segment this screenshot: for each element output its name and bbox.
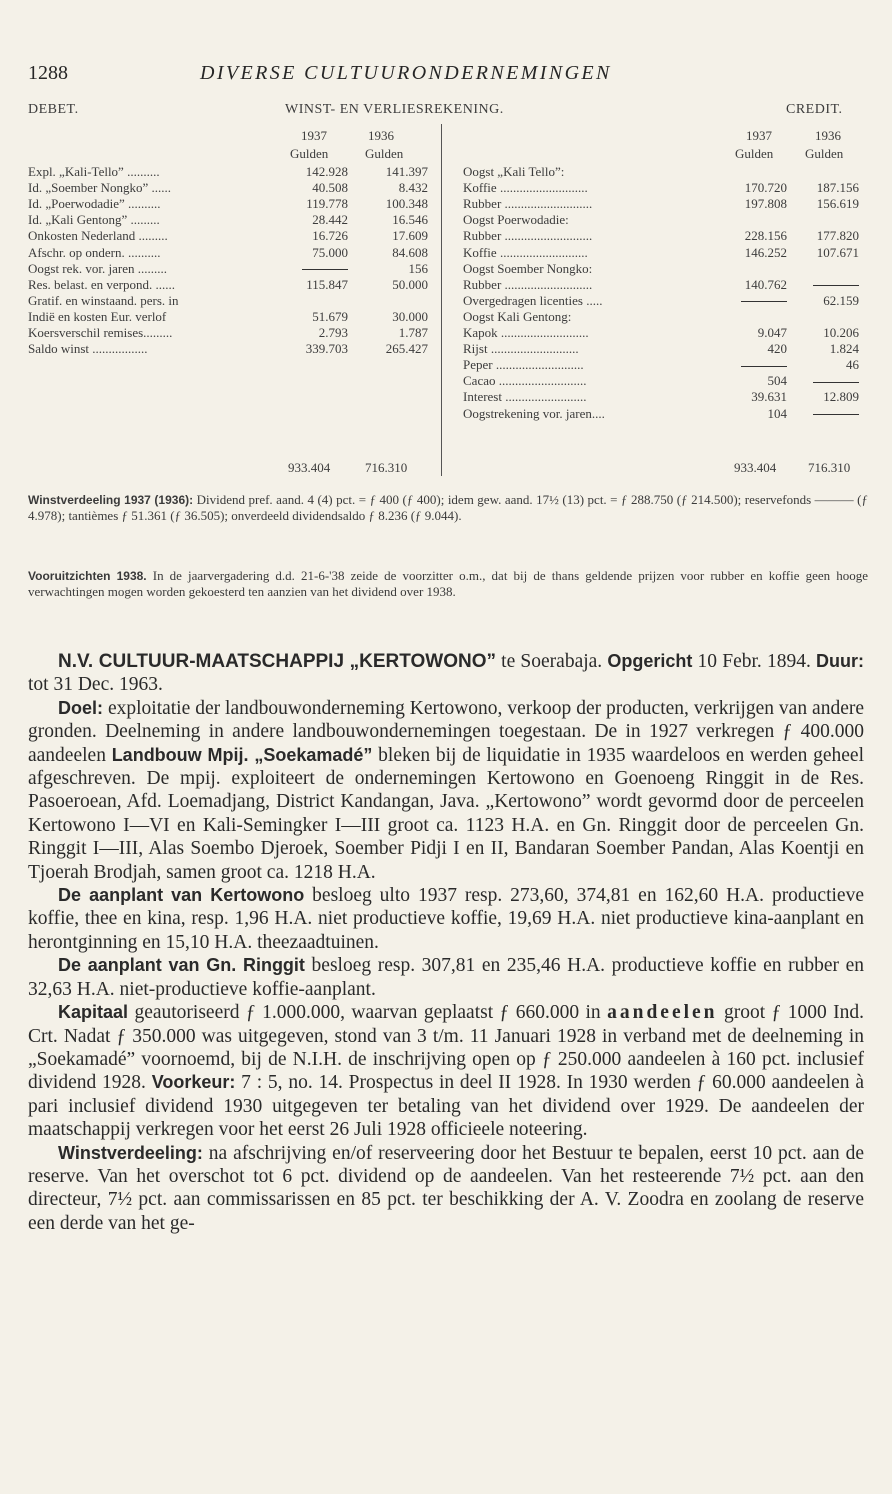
doel-bold: Landbouw Mpij. „Soekamadé” <box>111 744 373 765</box>
account-value-1936: 30.000 <box>392 308 428 324</box>
nil-dash <box>741 301 787 302</box>
account-value-1936: 17.609 <box>392 228 428 244</box>
account-value-1936: 46 <box>846 357 859 373</box>
debit-total-1937: 933.404 <box>288 460 331 475</box>
account-value-1937: 115.847 <box>306 276 348 292</box>
aanplant2-text: besloeg resp. 307,81 en 235,46 H.A. productieve koffie en rubber en 32,63 H.A. niet-productieve koffie-aanplant. <box>28 955 865 1000</box>
kapitaal-text-c: 7 : 5, no. 14. Prospectus in deel II 1928. In 1930 werden ƒ 60.000 aandeelen à pari inclusief dividend 1930 uitgegeven ter betaling van het dividend over 1929. De aandeelen der maatschappij verkregen voor het eerst 26 Juli 1928 officieele noteering. <box>28 1072 864 1141</box>
account-value-1937: 228.156 <box>744 228 787 244</box>
account-row-label: Id. „Poerwodadie” .......... <box>28 196 161 212</box>
account-row-label: Koffie ........................... <box>463 244 588 260</box>
account-value-1937: 51.679 <box>312 308 348 324</box>
account-value-1936: 62.159 <box>823 292 859 308</box>
account-value-1936: 8.432 <box>398 180 428 196</box>
kapitaal-text-a: geautoriseerd ƒ 1.000.000, waarvan geplaatst ƒ 660.000 in <box>128 1002 608 1024</box>
account-value-1936 <box>797 373 859 389</box>
winst-text: Dividend pref. aand. 4 (4) pct. = ƒ 400 (ƒ 400); idem gew. aand. 17½ (13) pct. = ƒ 288.750 (ƒ 214.500); reservefonds ——— (ƒ 4.978); tantièmes ƒ 51.361 (ƒ 36.505); onverdeeld dividendsaldo ƒ 8.236 (ƒ 9.044). <box>28 492 868 523</box>
debit-unit-1937: Gulden <box>290 146 329 161</box>
account-value-1937: 142.928 <box>305 164 348 179</box>
kapitaal-text-b: groot ƒ 1000 Ind. Crt. Nadat ƒ 350.000 was uitgegeven, stond van 3 t/m. 11 Januari 1928 in verband met de deelneming in „Soekamadé” voornoemd, bij de N.I.H. de inschrijving open op ƒ 250.000 aandeelen à 160 pct. inclusief dividend 1928. <box>28 1002 864 1094</box>
account-row-label: Interest ......................... <box>463 389 587 405</box>
account-value-1937: 504 <box>767 373 787 389</box>
account-value-1937: 40.508 <box>312 180 348 196</box>
account-row-label: Oogst Poerwodadie: <box>463 212 569 228</box>
account-value-1936: 107.671 <box>816 244 859 260</box>
credit-label: CREDIT. <box>786 102 843 117</box>
credit-year-1936: 1936 <box>815 128 841 143</box>
account-value-1936: 1.787 <box>398 325 428 340</box>
account-value-1936: 156.619 <box>816 196 859 212</box>
account-value-1936: 12.809 <box>823 389 859 405</box>
duur-label: Duur: <box>816 651 865 671</box>
winstverdeeling-paragraph <box>28 1142 864 1236</box>
doel-text-a: exploitatie der landbouwonderneming Kertowono, verkoop der producten, verkrijgen van andere gronden. Deelneming in andere landbouwondernemingen toegestaan. De in 1927 verkregen ƒ 400.000 aandeelen <box>28 697 864 766</box>
account-row-label: Res. belast. en verpond. ...... <box>28 276 175 292</box>
account-row-label: Id. „Soember Nongko” ...... <box>28 180 171 196</box>
account-row-label: Indië en kosten Eur. verlof <box>28 308 167 324</box>
account-row-label: Kapok ........................... <box>463 325 589 340</box>
vooruit-label: Vooruitzichten 1938. <box>28 569 147 583</box>
voorkeur-label: Voorkeur: <box>151 1072 236 1093</box>
account-row-label: Oogstrekening vor. jaren.... <box>463 405 605 421</box>
nil-dash <box>302 269 348 270</box>
debit-total-1936: 716.310 <box>365 460 408 475</box>
account-value-1936: 1.824 <box>829 341 859 357</box>
aanplant-ringgit-paragraph <box>28 954 864 1001</box>
account-row-label: Rijst ........................... <box>463 341 579 357</box>
account-value-1937: 170.720 <box>744 180 787 196</box>
account-value-1937: 146.252 <box>744 244 787 260</box>
kapitaal-spaced: aandeelen <box>607 1002 718 1024</box>
account-value-1937: 39.631 <box>751 389 787 405</box>
account-value-1937: 75.000 <box>312 244 348 260</box>
account-value-1936: 265.427 <box>385 341 428 357</box>
account-value-1936: 16.546 <box>392 212 428 228</box>
debit-year-1937: 1937 <box>301 128 327 143</box>
debit-year-1936: 1936 <box>368 128 394 143</box>
account-row-label: Cacao ........................... <box>463 373 587 389</box>
credit-total-1937: 933.404 <box>734 460 777 475</box>
account-row-label: Id. „Kali Gentong” ......... <box>28 212 160 228</box>
profit-distribution-note <box>28 492 868 524</box>
account-row-label: Afschr. op ondern. .......... <box>28 244 161 260</box>
account-value-1937: 2.793 <box>318 325 348 340</box>
doel-paragraph <box>28 697 864 884</box>
company-intro <box>28 650 864 697</box>
company-description <box>28 650 864 1235</box>
account-value-1937: 16.726 <box>312 228 348 244</box>
account-value-1936: 10.206 <box>823 325 859 340</box>
account-row-label: Overgedragen licenties ..... <box>463 292 603 308</box>
nil-dash <box>741 366 787 367</box>
page-number: 1288 <box>28 62 68 84</box>
credit-unit-1937: Gulden <box>735 146 774 161</box>
credit-unit-1936: Gulden <box>805 146 844 161</box>
account-value-1937: 140.762 <box>744 276 787 292</box>
account-row-label: Oogst „Kali Tello”: <box>463 164 565 179</box>
account-row-label: Oogst rek. vor. jaren ......... <box>28 260 168 276</box>
account-value-1936 <box>797 406 859 422</box>
account-row-label: Onkosten Nederland ......... <box>28 228 168 244</box>
account-row-label: Oogst Soember Nongko: <box>463 260 593 276</box>
account-value-1937: 9.047 <box>757 325 787 340</box>
account-value-1937: 104 <box>767 405 787 421</box>
duur-text: tot 31 Dec. 1963. <box>28 674 163 696</box>
account-value-1937: 197.808 <box>744 196 787 212</box>
debet-label: DEBET. <box>28 102 79 117</box>
company-seat: te Soerabaja. <box>495 651 608 672</box>
running-title: DIVERSE CULTUURONDERNEMINGEN <box>200 62 612 84</box>
outlook-note <box>28 568 868 600</box>
aanplant2-label: De aanplant van Gn. Ringgit <box>58 955 305 976</box>
account-value-1936: 141.397 <box>385 164 428 179</box>
account-row-label: Rubber ........................... <box>463 196 593 212</box>
account-row-label: Rubber ........................... <box>463 276 593 292</box>
account-value-1937 <box>286 261 348 277</box>
account-value-1936: 177.820 <box>816 228 859 244</box>
founded-date: 10 Febr. 1894. <box>692 651 817 672</box>
account-value-1936 <box>797 277 859 293</box>
account-row-label: Oogst Kali Gentong: <box>463 308 572 324</box>
doel-text-b: bleken bij de liquidatie in 1935 waardeloos en werden geheel afgeschreven. De mpij. exploiteert de ondernemingen Kertowono en Goenoeng Ringgit in de Res. Pasoeroean, Afd. Loemadjang, District Kandangan, Java. „Kertowono” wordt gevormd door de perceelen Kertowono I—VI en Kali-Semingker I—III groot ca. 1123 H.A. en Gn. Ringgit door de perceelen Gn. Ringgit I—III, Alas Soembo Djeroek, Soember Pidji I en II, Bandaran Soember Pandan, Alas Koentji en Tjoerah Brodjah, samen groot ca. 1218 H.A. <box>28 744 865 883</box>
account-value-1936: 100.348 <box>385 196 428 212</box>
account-value-1937 <box>725 293 787 309</box>
winstverdeeling-text: na afschrijving en/of reserveering door het Bestuur te bepalen, eerst 10 pct. aan de reserve. Van het overschot tot 6 pct. dividend op de aandeelen. Van het resteerende 7½ pct. aan den directeur, 7½ pct. aan commissarissen en 85 pct. ter beschikking der A. V. Zoodra en zoolang de reserve een derde van het ge- <box>28 1142 864 1234</box>
credit-year-1937: 1937 <box>746 128 772 143</box>
account-row-label: Rubber ........................... <box>463 228 593 244</box>
company-name: N.V. CULTUUR-MAATSCHAPPIJ „KERTOWONO” <box>58 651 496 672</box>
credit-total-1936: 716.310 <box>808 460 851 475</box>
nil-dash <box>813 414 859 415</box>
winst-label: Winstverdeeling 1937 (1936): <box>28 493 194 507</box>
account-value-1937: 339.703 <box>305 341 348 357</box>
aanplant1-text: besloeg ulto 1937 resp. 273,60, 374,81 en 162,60 H.A. productieve koffie, thee en kina, resp. 1,96 H.A. niet productieve koffie, 19,69 H.A. niet productieve kina-aanplant en herontginning en 15,10 H.A. theezaadtuinen. <box>28 885 864 953</box>
aanplant-kertowono-paragraph <box>28 884 864 954</box>
account-row-label: Peper ........................... <box>463 357 584 373</box>
kapitaal-label: Kapitaal <box>58 1002 129 1023</box>
account-value-1936: 187.156 <box>816 180 859 196</box>
account-value-1937: 28.442 <box>312 212 348 228</box>
founded-label: Opgericht <box>607 651 693 671</box>
nil-dash <box>813 382 859 383</box>
account-row-label: Koffie ........................... <box>463 180 588 196</box>
account-row-label: Koersverschil remises......... <box>28 325 173 340</box>
column-divider <box>441 124 442 476</box>
account-value-1937: 420 <box>767 341 787 357</box>
account-value-1936: 50.000 <box>392 276 428 292</box>
vooruit-text: In de jaarvergadering d.d. 21-6-'38 zeide de voorzitter o.m., dat bij de thans geldende prijzen voor rubber en koffie geen hooge verwachtingen mogen worden gekoesterd ten aanzien van het dividend over 1938. <box>28 568 868 599</box>
doel-label: Doel: <box>58 697 103 718</box>
nil-dash <box>813 285 859 286</box>
account-title: WINST- EN VERLIESREKENING. <box>285 102 504 117</box>
account-row-label: Expl. „Kali-Tello” .......... <box>28 164 160 179</box>
kapitaal-paragraph <box>28 1001 864 1141</box>
aanplant1-label: De aanplant van Kertowono <box>58 885 305 906</box>
account-value-1936: 84.608 <box>392 244 428 260</box>
debit-unit-1936: Gulden <box>365 146 404 161</box>
account-value-1937: 119.778 <box>306 196 348 212</box>
winstverdeeling-label: Winstverdeeling: <box>58 1142 203 1163</box>
account-value-1937 <box>725 357 787 373</box>
account-row-label: Gratif. en winstaand. pers. in <box>28 292 179 308</box>
account-value-1936: 156 <box>408 260 428 276</box>
account-row-label: Saldo winst ................. <box>28 341 148 357</box>
